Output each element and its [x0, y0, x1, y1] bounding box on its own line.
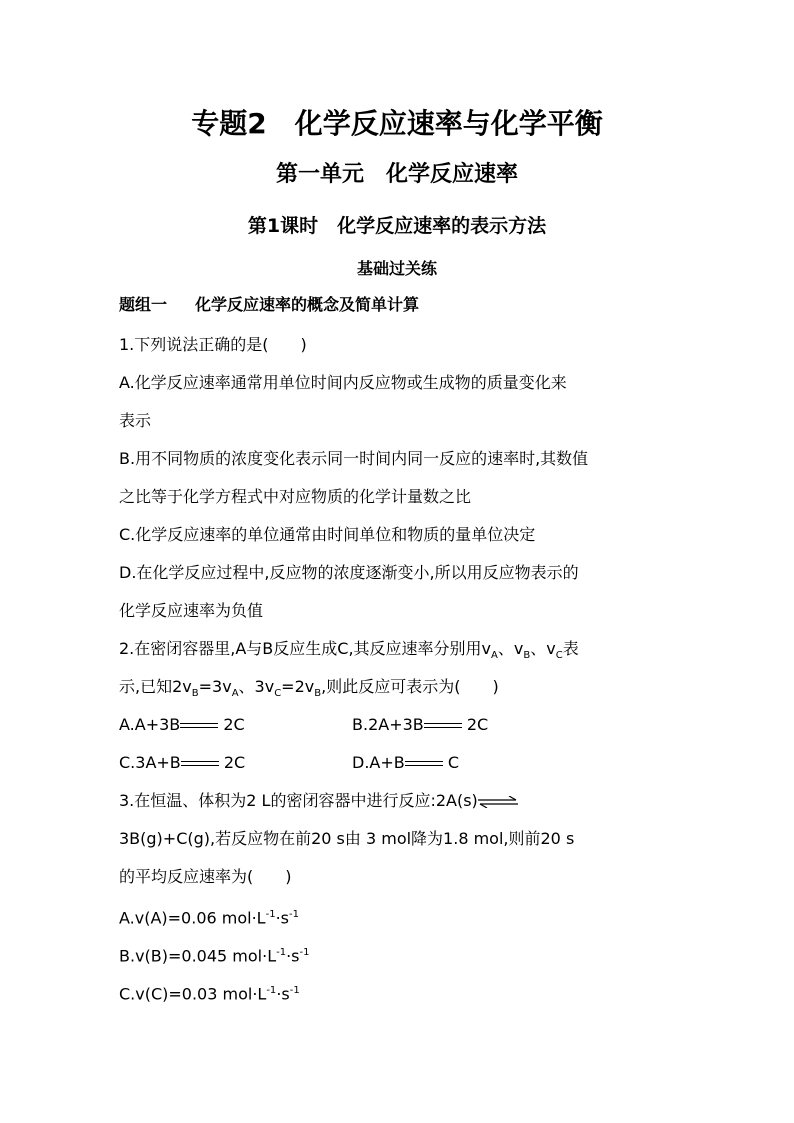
q2-option-c: C.3A+B 2C — [119, 753, 246, 772]
q1-option-d-line1: D.在化学反应过程中,反应物的浓度逐渐变小,所以用反应物表示的 — [119, 563, 579, 582]
q1-option-c: C.化学反应速率的单位通常由时间单位和物质的量单位决定 — [119, 525, 536, 544]
unit-title: 第一单元 化学反应速率 — [275, 162, 518, 187]
equals-sign-icon — [181, 760, 219, 768]
q2-stem-line1: 2.在密闭容器里,A与B反应生成C,其反应速率分别用$v_A$、$v_B$、$v_C$表 — [119, 639, 579, 662]
section-title: 基础过关练 — [356, 259, 437, 278]
reversible-arrow-icon — [478, 796, 518, 808]
lesson-title: 第1课时 化学反应速率的表示方法 — [247, 215, 547, 237]
equals-sign-icon — [424, 722, 462, 730]
group-label: 题组一 — [119, 295, 168, 314]
q3-stem-line2: 3B(g)+C(g),若反应物在前20 s由 3 mol降为1.8 mol,则前20 s — [119, 829, 575, 848]
q1-stem: 1.下列说法正确的是( ) — [119, 335, 307, 354]
q2-option-b: B.2A+3B 2C — [352, 715, 489, 734]
equals-sign-icon — [405, 760, 443, 768]
q3-stem-line3: 的平均反应速率为( ) — [119, 867, 292, 886]
q2-option-a: A.A+3B 2C — [119, 715, 245, 734]
group-title: 化学反应速率的概念及简单计算 — [195, 295, 420, 314]
q2-options-row1 — [119, 714, 679, 736]
q1-option-b-line2: 之比等于化学方程式中对应物质的化学计量数之比 — [119, 487, 472, 506]
q3-option-b: B.v(B)=0.045 $mol\cdot L^{-1}\cdot s^{-1}$ — [119, 946, 310, 966]
q1-option-a-line2: 表示 — [119, 411, 152, 430]
q1-option-a-line1: A.化学反应速率通常用单位时间内反应物或生成物的质量变化来 — [119, 373, 567, 392]
q3-stem-line1: 3.在恒温、体积为2 L的密闭容器中进行反应:2A(s) — [119, 790, 518, 812]
group-heading — [119, 294, 419, 316]
q3-option-a: A.v(A)=0.06 $mol\cdot L^{-1}\cdot s^{-1}$ — [119, 908, 299, 928]
q2-option-d: D.A+B C — [352, 753, 459, 772]
q1-option-b-line1: B.用不同物质的浓度变化表示同一时间内同一反应的速率时,其数值 — [119, 449, 589, 468]
equals-sign-icon — [180, 722, 218, 730]
q1-option-d-line2: 化学反应速率为负值 — [119, 601, 264, 620]
q2-options-row2 — [119, 752, 679, 774]
q2-stem-line2: 示,已知$2v_B=3v_A$、$3v_C=2v_B$,则此反应可表示为( ) — [119, 677, 499, 700]
chapter-title: 专题2 化学反应速率与化学平衡 — [191, 107, 603, 140]
q3-option-c: C.v(C)=0.03 $mol\cdot L^{-1}\cdot s^{-1}$ — [119, 984, 300, 1004]
